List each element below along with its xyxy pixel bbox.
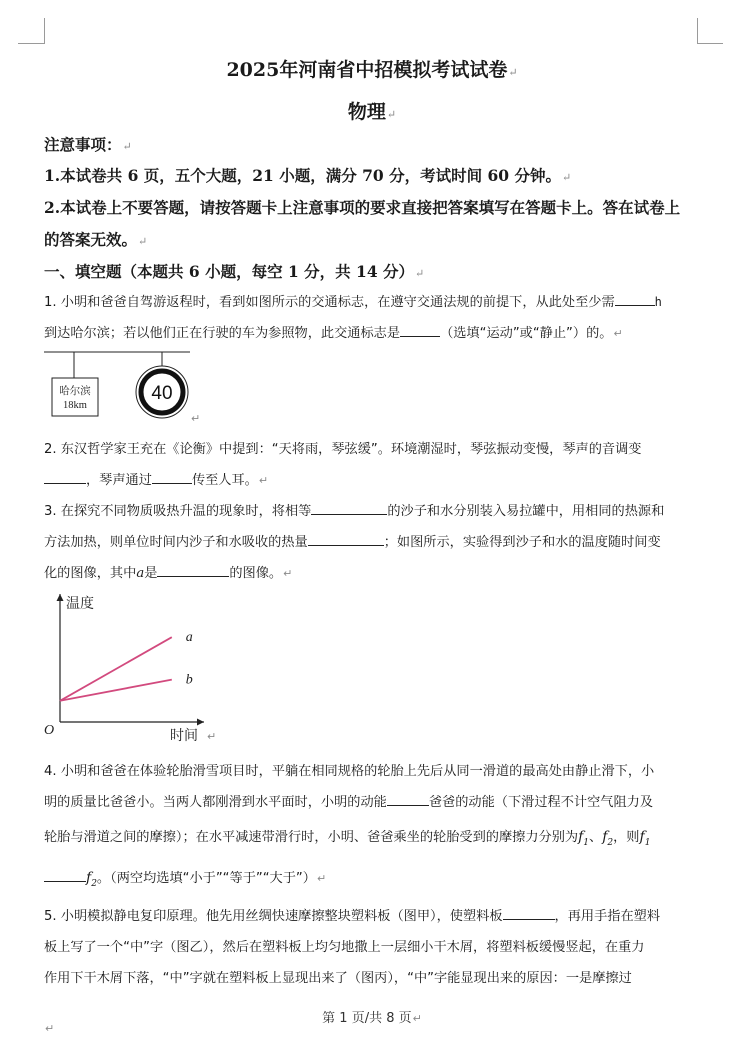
notice-heading: 注意事项：↵ bbox=[44, 135, 132, 154]
page-footer: 第 1 页/共 8 页↵ bbox=[322, 1011, 422, 1026]
paragraph-mark: ↵ bbox=[191, 412, 201, 425]
f2-symbol: $f_2$ bbox=[86, 870, 97, 889]
series-line-b bbox=[60, 680, 172, 701]
q2-line-2: ，琴声通过 传至人耳。↵ bbox=[44, 469, 268, 488]
distance-sign-distance: 18km bbox=[63, 400, 87, 411]
paragraph-mark: ↵ bbox=[207, 730, 217, 743]
answer-blank bbox=[44, 471, 86, 484]
answer-blank bbox=[311, 502, 387, 515]
series-label-a: a bbox=[185, 630, 193, 646]
exam-title-text: 2025年河南省中招模拟考试试卷 bbox=[226, 59, 508, 81]
f1-symbol: $f_1$ bbox=[578, 829, 590, 848]
answer-blank bbox=[157, 564, 229, 577]
exam-title: 2025年河南省中招模拟考试试卷↵ bbox=[226, 59, 518, 81]
q1-line-1: 1. 小明和爸爸自驾游返程时，看到如图所示的交通标志，在遵守交通法规的前提下，从此处至少需 h bbox=[44, 295, 662, 310]
answer-blank bbox=[152, 471, 192, 484]
answer-blank bbox=[503, 907, 555, 920]
q3-line-2: 方法加热，则单位时间内沙子和水吸收的热量 ；如图所示，实验得到沙子和水的温度随时间变 bbox=[44, 535, 661, 550]
traffic-sign-figure bbox=[44, 348, 204, 428]
series-layer bbox=[60, 630, 193, 701]
q3-line-3: 化的图像，其中a是 的图像。↵ bbox=[44, 566, 293, 581]
series-label-b: b bbox=[185, 672, 193, 688]
speed-limit-value: 40 bbox=[151, 383, 173, 404]
page-number: 第 1 页/共 8 页 bbox=[322, 1011, 412, 1026]
q4-line-1: 4. 小明和爸爸在体验轮胎滑雪项目时，平躺在相同规格的轮胎上先后从同一滑道的最高处由静止滑下，小 bbox=[44, 764, 655, 779]
q4-line-3: 轮胎与滑道之间的摩擦）；在水平减速带滑行时，小明、爸爸乘坐的轮胎受到的摩擦力分别为$f_1$、$f_2$，则$f_1$ bbox=[44, 829, 651, 848]
origin-label: O bbox=[44, 723, 55, 738]
answer-blank bbox=[308, 533, 384, 546]
answer-blank bbox=[615, 293, 655, 306]
subject-title-text: 物理 bbox=[347, 101, 386, 123]
q5-line-3: 作用下干木屑下落，“中”字就在塑料板上显现出来了（图丙），“中”字能显现出来的原因：一是摩擦过 bbox=[44, 971, 632, 986]
paragraph-mark: ↵ bbox=[45, 1022, 55, 1035]
crop-mark-top-left bbox=[18, 43, 44, 44]
crop-mark-top-left bbox=[44, 18, 45, 44]
answer-blank bbox=[387, 793, 429, 806]
q4-line-4: $f_2$。（两空均选填“小于”“等于”“大于”）↵ bbox=[44, 867, 326, 889]
x-axis-label: 时间 bbox=[170, 729, 198, 744]
q3-line-1: 3. 在探究不同物质吸热升温的现象时，将相等 的沙子和水分别装入易拉罐中，用相同的热源和 bbox=[44, 504, 665, 519]
section-1-heading: 一、填空题（本题共 6 小题，每空 1 分，共 14 分）↵ bbox=[44, 262, 425, 281]
q5-line-2: 板上写了一个“中”字（图乙），然后在塑料板上均匀地撒上一层细小干木屑，将塑料板缓慢竖起，在重力 bbox=[44, 940, 645, 955]
q1-line-2: 到达哈尔滨；若以他们正在行驶的车为参照物，此交通标志是 （选填“运动”或“静止”）的。↵ bbox=[44, 326, 623, 341]
answer-blank bbox=[400, 324, 440, 337]
notice-line-2-cont: 的答案无效。↵ bbox=[44, 230, 148, 249]
temperature-time-chart bbox=[40, 588, 220, 744]
f1-symbol: $f_1$ bbox=[639, 829, 651, 848]
answer-blank bbox=[44, 869, 86, 882]
q4-line-2: 明的质量比爸爸小。当两人都刚滑到水平面时，小明的动能 爸爸的动能（下滑过程不计空气阻力及 bbox=[44, 795, 654, 810]
notice-line-2: 2.本试卷上不要答题，请按答题卡上注意事项的要求直接把答案填写在答题卡上。答在试卷上 bbox=[44, 198, 681, 217]
crop-mark-top-right bbox=[697, 18, 698, 44]
crop-mark-top-right bbox=[697, 43, 723, 44]
distance-sign-city: 哈尔滨 bbox=[59, 386, 91, 397]
q5-line-1: 5. 小明模拟静电复印原理。他先用丝绸快速摩擦整块塑料板（图甲），使塑料板 ，再用手指在塑料 bbox=[44, 909, 661, 924]
y-axis-label: 温度 bbox=[66, 597, 94, 612]
f2-symbol: $f_2$ bbox=[602, 829, 614, 848]
q2-line-1: 2. 东汉哲学家王充在《论衡》中提到：“天将雨，琴弦缓”。环境潮湿时，琴弦振动变慢，琴声的音调变 bbox=[44, 442, 642, 457]
series-line-a bbox=[60, 637, 172, 701]
subject-title: 物理↵ bbox=[347, 101, 397, 123]
notice-line-1: 1.本试卷共 6 页，五个大题，21 小题，满分 70 分，考试时间 60 分钟。↵ bbox=[44, 166, 572, 185]
